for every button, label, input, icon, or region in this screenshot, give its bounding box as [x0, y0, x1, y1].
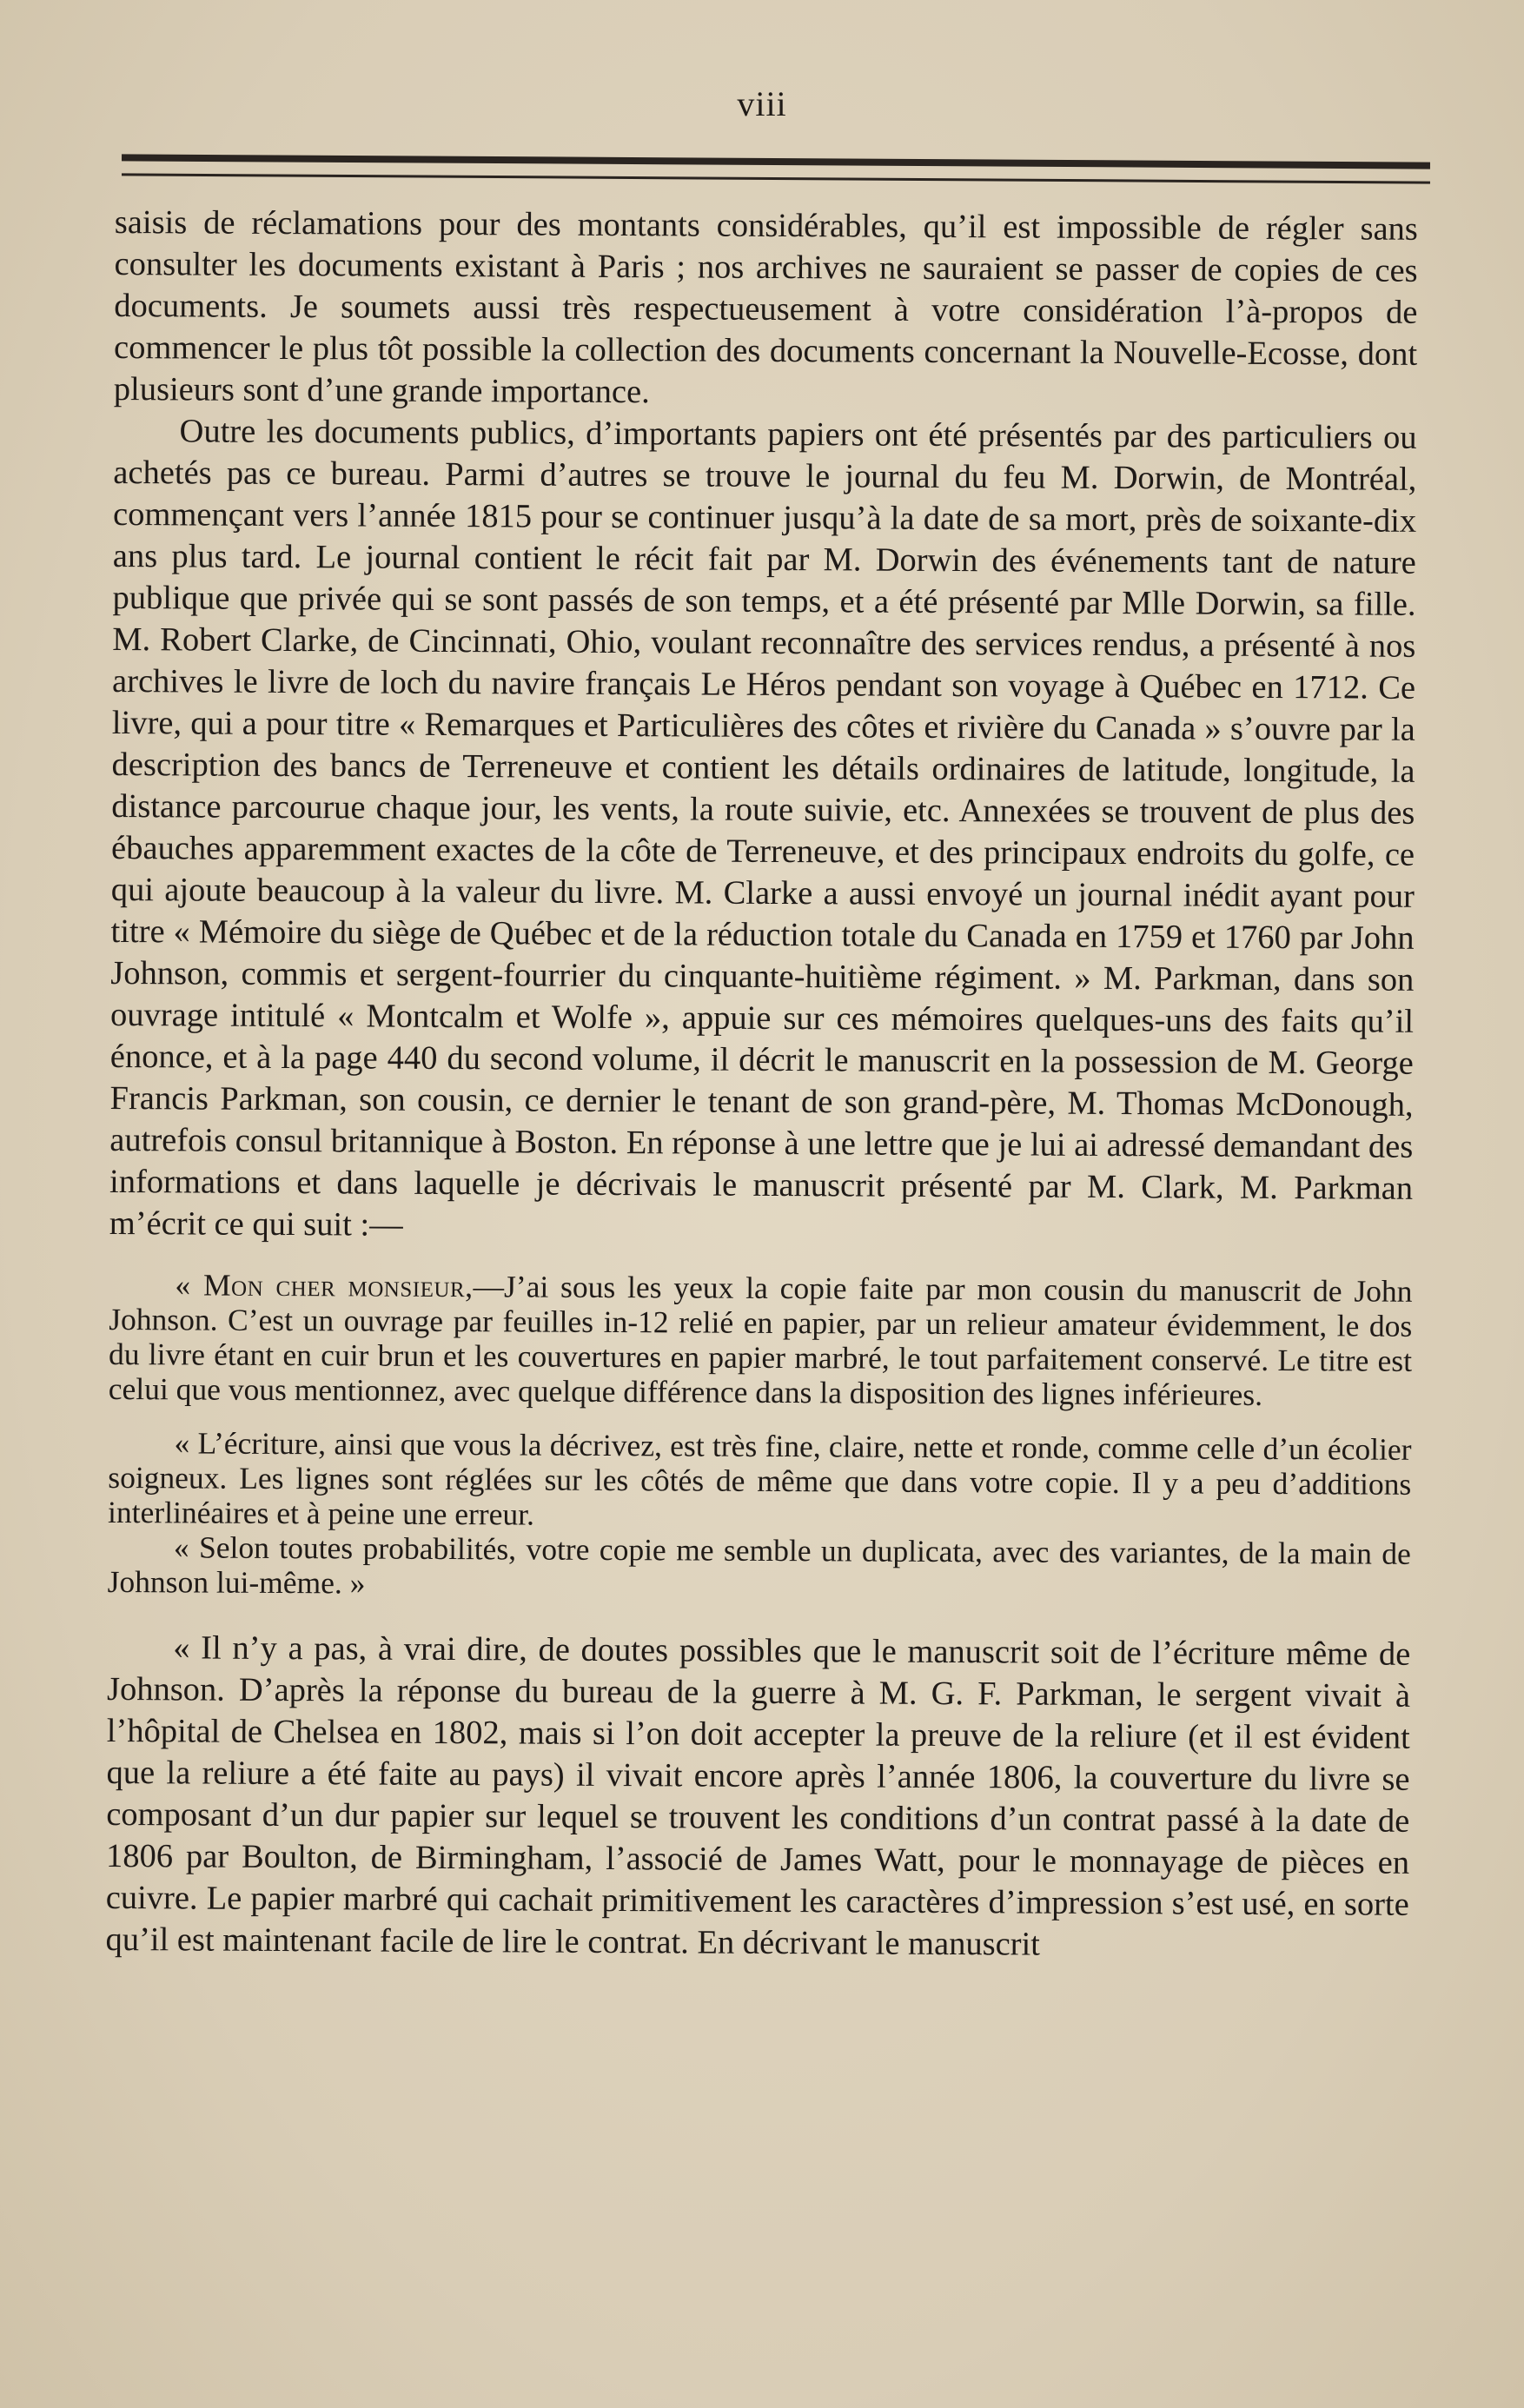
quote-paragraph-2: « L’écriture, ainsi que vous la décrivez, est très fine, claire, nette et ronde, comme celle d’un écolier soigneux. Les lignes sont réglées sur les côtés de même que dans votre copie. Il y a peu d’additions interlinéaires et à peine une erreur. — [107, 1425, 1412, 1532]
quote-paragraph-3: « Selon toutes probabilités, votre copie me semble un duplicata, avec des variantes, de la main de Johnson lui-même. » — [107, 1529, 1411, 1601]
paragraph-continued: saisis de réclamations pour des montants considérables, qu’il est impossible de régler sans consulter les documents existant à Paris ; nos archives ne sauraient se passer de copies de ces documents. Je soumets aussi très respectueusement à votre considération l’à-propos de commencer le plus tôt possible la collection des documents concernant la Nouvelle-Ecosse, dont plusieurs sont d’une grande importance. — [113, 203, 1418, 411]
quote-paragraph-1 — [109, 1267, 1413, 1413]
header-rule-thick — [122, 154, 1430, 169]
quote-paragraph-1-text: —J’ai sous les yeux la copie faite par mon cousin du manuscrit de John Johnson. C’est un ouvrage par feuilles in-12 relié en papier, par un relieur amateur évidemment, le dos du livre étant en cuir brun et les couvertures en papier marbré, le tout parfaitement conservé. Le titre est celui que vous mentionnez, avec quelque différence dans la disposition des lignes inférieures. — [108, 1269, 1413, 1412]
body-text — [105, 202, 1418, 1967]
paragraph-documents: Outre les documents publics, d’importants papiers ont été présentés par des particuliers ou achetés pas ce bureau. Parmi d’autres se trouve le journal du feu M. Dorwin, de Montréal, commençant vers l’année 1815 pour se continuer jusqu’à la date de sa mort, près de soixante-dix ans plus tard. Le journal contient le récit fait par M. Dorwin des événements tant de nature publique que privée qui se sont passés de son temps, et a été présenté par Mlle Dorwin, sa fille. M. Robert Clarke, de Cincinnati, Ohio, voulant reconnaître des services rendus, a présenté à nos archives le livre de loch du navire français Le Héros pendant son voyage à Québec en 1712. Ce livre, qui a pour titre « Remarques et Particulières des côtes et rivière du Canada » s’ouvre par la description des bancs de Terreneuve et contient les détails ordinaires de latitude, longitude, la distance parcourue chaque jour, les vents, la route suivie, etc. Annexées se trouvent de plus des ébauches apparemment exactes de la côte de Terreneuve, et des principaux endroits du golfe, ce qui ajoute beaucoup à la valeur du livre. M. Clarke a aussi envoyé un journal inédit ayant pour titre « Mémoire du siège de Québec et de la réduction totale du Canada en 1759 et 1760 par John Johnson, commis et sergent-fourrier du cinquante-huitième régiment. » M. Parkman, dans son ouvrage intitulé « Montcalm et Wolfe », appuie sur ces mémoires quelques-uns des faits qu’il énonce, et à la page 440 du second volume, il décrit le manuscrit en la possession de M. George Francis Parkman, son cousin, ce dernier le tenant de son grand-père, M. Thomas McDonough, autrefois consul britannique à Boston. En réponse à une lettre que je lui ai adressé demandant des informations et dans laquelle je décrivais le manuscrit présenté par M. Clark, M. Parkman m’écrit ce qui suit :— — [109, 413, 1417, 1244]
page-number: viii — [737, 84, 787, 123]
quote-salutation: « Mon cher monsieur, — [175, 1267, 474, 1304]
paragraph-closing: « Il n’y a pas, à vrai dire, de doutes possibles que le manuscrit soit de l’écriture même de Johnson. D’après la réponse du bureau de la guerre à M. G. F. Parkman, le sergent vivait à l’hôpital de Chelsea en 1802, mais si l’on doit accepter la preuve de la reliure (et il est évident que la reliure a été faite au pays) il vivait encore après l’année 1806, la couverture du livre se composant d’un dur papier sur lequel se trouvent les conditions d’un contrat passé à la date de 1806 par Boulton, de Birmingham, l’associé de James Watt, pour le monnayage de pièces en cuivre. Le papier marbré qui cachait primitivement les caractères d’impression s’est usé, en sorte qu’il est maintenant facile de lire le contrat. En décrivant le manuscrit — [105, 1629, 1411, 1963]
header-rule-thin — [122, 173, 1430, 183]
